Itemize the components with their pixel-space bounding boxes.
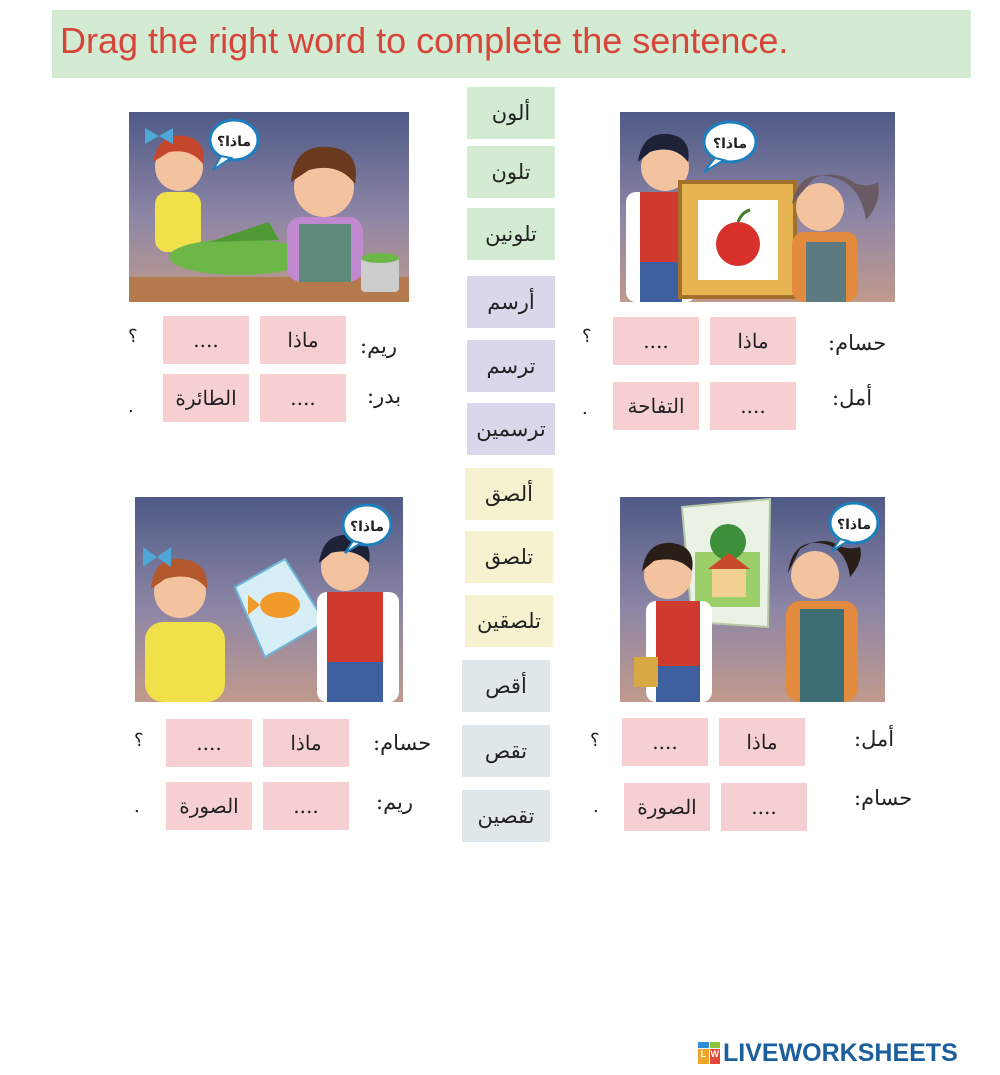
drop-slot[interactable]: .... xyxy=(166,719,252,767)
speaker-label: أمل: xyxy=(832,386,873,410)
illustration-painting-airplane xyxy=(129,112,409,302)
given-word: التفاحة xyxy=(613,382,699,430)
period-mark: . xyxy=(128,396,134,417)
speaker-label: بدر: xyxy=(367,384,402,408)
question-mark: ؟ xyxy=(134,730,144,751)
speaker-label: حسام: xyxy=(828,331,887,355)
word-tile[interactable]: ألصق xyxy=(465,468,553,520)
word-tile[interactable]: ترسم xyxy=(467,340,555,392)
speech-bubble-text: ماذا؟ xyxy=(349,519,385,535)
drop-slot[interactable]: .... xyxy=(260,374,346,422)
question-mark: ؟ xyxy=(582,326,592,347)
speech-bubble-text: ماذا؟ xyxy=(216,134,252,150)
word-tile[interactable]: تلون xyxy=(467,146,555,198)
given-word: ماذا xyxy=(263,719,349,767)
drop-slot[interactable]: .... xyxy=(613,317,699,365)
word-tile[interactable]: أرسم xyxy=(467,276,555,328)
word-tile[interactable]: تلونين xyxy=(467,208,555,260)
speech-bubble-text: ماذا؟ xyxy=(712,136,748,152)
given-word: ماذا xyxy=(260,316,346,364)
word-tile[interactable]: تقصين xyxy=(462,790,550,842)
question-mark: ؟ xyxy=(590,730,600,751)
given-word: ماذا xyxy=(719,718,805,766)
liveworksheets-logo-icon xyxy=(698,1042,720,1064)
question-mark: ؟ xyxy=(128,326,138,347)
instruction-banner xyxy=(52,10,971,78)
given-word: ماذا xyxy=(710,317,796,365)
speaker-label: حسام: xyxy=(854,786,913,810)
speaker-label: حسام: xyxy=(373,731,432,755)
word-tile[interactable]: ألون xyxy=(467,87,555,139)
illustration-painting-apple xyxy=(620,112,895,302)
period-mark: . xyxy=(134,796,140,817)
drop-slot[interactable]: .... xyxy=(721,783,807,831)
period-mark: . xyxy=(582,398,588,419)
brand-name: LIVEWORKSHEETS xyxy=(723,1038,958,1067)
speech-bubble-text: ماذا؟ xyxy=(836,517,872,533)
period-mark: . xyxy=(593,796,599,817)
word-tile[interactable]: تلصقين xyxy=(465,595,553,647)
drop-slot[interactable]: .... xyxy=(263,782,349,830)
instruction-title: Drag the right word to complete the sentence. xyxy=(60,20,789,61)
given-word: الصورة xyxy=(624,783,710,831)
illustration-cutting-picture xyxy=(135,497,403,702)
word-tile[interactable]: تلصق xyxy=(465,531,553,583)
drop-slot[interactable]: .... xyxy=(622,718,708,766)
speaker-label: ريم: xyxy=(360,334,398,358)
speaker-label: ريم: xyxy=(376,790,414,814)
speaker-label: أمل: xyxy=(854,727,895,751)
liveworksheets-brand xyxy=(698,1038,958,1068)
drop-slot[interactable]: .... xyxy=(163,316,249,364)
word-tile[interactable]: أقص xyxy=(462,660,550,712)
word-tile[interactable]: ترسمين xyxy=(467,403,555,455)
given-word: الطائرة xyxy=(163,374,249,422)
logo-letter: L xyxy=(698,1049,709,1065)
drop-slot[interactable]: .... xyxy=(710,382,796,430)
given-word: الصورة xyxy=(166,782,252,830)
logo-letter: W xyxy=(710,1049,721,1065)
illustration-gluing-picture xyxy=(620,497,885,702)
word-tile[interactable]: تقص xyxy=(462,725,550,777)
